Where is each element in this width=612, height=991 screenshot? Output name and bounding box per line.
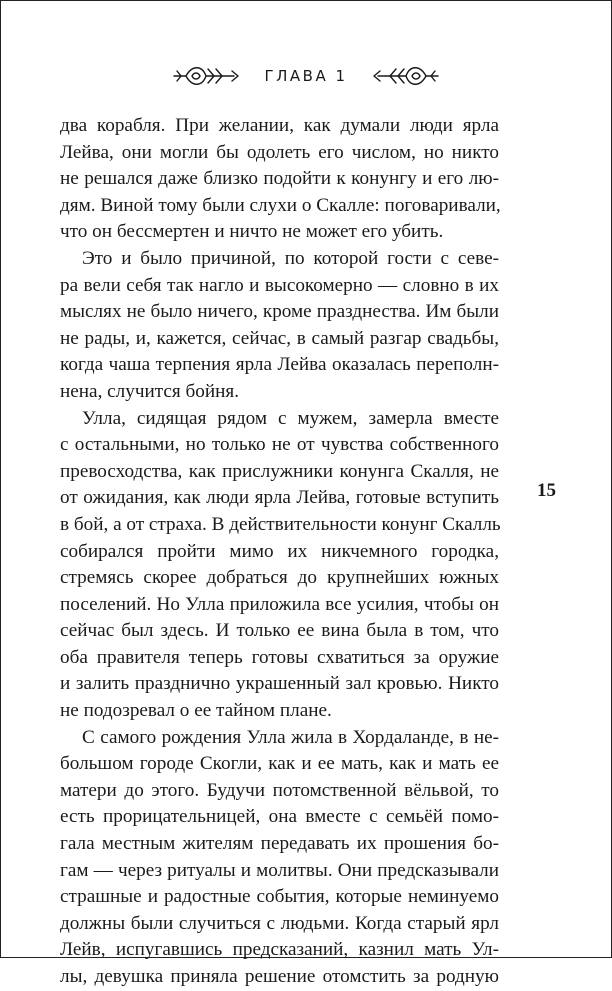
text-line: сейчас был здесь. И только ее вина была в том, что [60, 620, 499, 642]
nordic-flourish-left-icon [172, 63, 242, 89]
text-line: стремясь скорее добраться до крупнейших южных [60, 567, 499, 589]
text-line: нена, случится бойня. [60, 380, 240, 402]
text-line: матери до этого. Будучи потомственной вёльвой, то [60, 779, 499, 801]
text-line: лы, девушка приняла решение отомстить за родную [60, 966, 499, 987]
text-line: должны были случиться с людьми. Когда старый ярл [60, 912, 499, 934]
text-line: мыслях не было ничего, кроме празднества. Им были [60, 301, 499, 323]
text-line: поселений. Но Улла приложила все усилия, чтобы он [60, 593, 499, 615]
text-line: превосходства, как прислужники конунга Скалля, не [60, 460, 499, 482]
text-line: дям. Виной тому были слухи о Скалле: поговаривали, [60, 194, 501, 216]
text-line: Это и было причиной, по которой гости с севе- [82, 247, 499, 269]
text-line: и залить празднично украшенный зал кровью. Никто [60, 673, 499, 695]
body-text [60, 113, 499, 991]
text-line: с остальными, но только не от чувства собственного [60, 434, 499, 456]
text-line: когда чаша терпения ярла Лейва оказалась переполн- [60, 354, 499, 376]
text-line: от ожидания, как люди ярла Лейва, готовые вступить [60, 487, 499, 509]
text-line: гам — через ритуалы и молитвы. Они предсказывали [60, 859, 499, 881]
text-line: не подозревал о ее тайном плане. [60, 700, 332, 722]
text-line: гала местным жителям передавать их прошения бо- [60, 833, 499, 855]
text-line: Улла, сидящая рядом с мужем, замерла вместе [82, 407, 499, 429]
text-line: ра вели себя так нагло и высокомерно — словно в их [60, 274, 499, 296]
text-line: собирался пройти мимо их никчемного городка, [60, 540, 499, 562]
text-line: что он бессмертен и ничто не может его убить. [60, 221, 444, 243]
text-line: Лейв, испугавшись предсказаний, казнил мать Ул- [60, 939, 499, 961]
text-line: есть прорицательницей, она вместе с семьёй помо- [60, 806, 499, 828]
text-line: С самого рождения Улла жила в Хордаланде, в не- [82, 726, 499, 748]
text-line: в бой, а от страха. В действительности конунг Скалль [60, 513, 501, 535]
page-number: 15 [537, 480, 556, 501]
chapter-header [1, 63, 611, 89]
chapter-title: ГЛАВА 1 [264, 67, 348, 85]
text-line: два корабля. При желании, как думали люди ярла [60, 115, 499, 136]
text-line: большом городе Скогли, как и ее мать, как и мать ее [60, 753, 499, 775]
text-line: оба правителя теперь готовы схватиться за оружие [60, 646, 499, 668]
text-line: не рады, и, кажется, сейчас, в самый разгар свадьбы, [60, 327, 499, 349]
text-line: страшные и радостные события, которые неминуемо [60, 886, 499, 908]
text-line: Лейва, они могли бы одолеть его числом, но никто [60, 141, 499, 163]
text-line: не решался даже близко подойти к конунгу и его лю- [60, 168, 499, 190]
nordic-flourish-right-icon [370, 63, 440, 89]
